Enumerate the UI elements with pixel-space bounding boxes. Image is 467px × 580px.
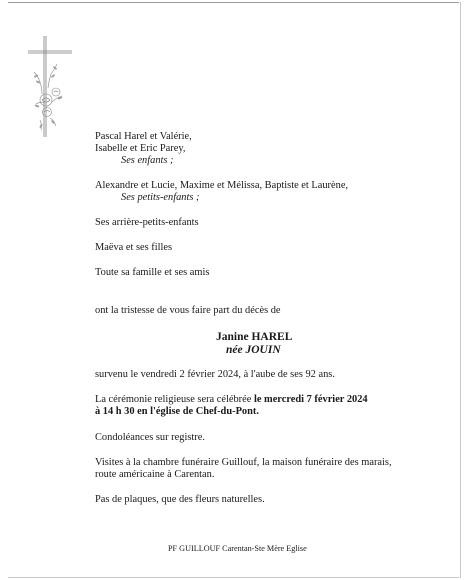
great-grandchildren: Ses arrière-petits-enfants xyxy=(95,217,199,228)
condolences: Condoléances sur registre. xyxy=(95,432,205,443)
deceased-name: Janine HAREL xyxy=(216,331,293,343)
top-border xyxy=(8,2,459,3)
ceremony-intro: La cérémonie religieuse sera célébrée xyxy=(95,394,254,405)
announcement: ont la tristesse de vous faire part du décès de xyxy=(95,305,281,316)
flowers-note: Pas de plaques, que des fleurs naturelles. xyxy=(95,494,265,505)
ceremony-date: le mercredi 7 février 2024 xyxy=(253,394,368,405)
visits-line-2: route américaine à Carentan. xyxy=(95,469,215,480)
visits-line-1: Visites à la chambre funéraire Guillouf, la maison funéraire des marais, xyxy=(95,457,392,468)
grandchildren-names: Alexandre et Lucie, Maxime et Mélissa, Baptiste et Laurène, xyxy=(95,180,349,191)
right-border xyxy=(460,2,461,578)
child-line-2: Isabelle et Eric Parey, xyxy=(95,143,186,154)
child-line-1: Pascal Harel et Valérie, xyxy=(95,131,192,142)
grandchildren-label: Ses petits-enfants ; xyxy=(121,192,200,203)
family-line: Toute sa famille et ses amis xyxy=(95,267,210,278)
ceremony-time-place: à 14 h 30 en l'église de Chef-du-Pont. xyxy=(95,406,259,417)
deceased-maiden-name: née JOUIN xyxy=(226,344,281,356)
ceremony-line-1 xyxy=(95,394,368,406)
bottom-border xyxy=(8,577,459,578)
cross-with-roses-icon xyxy=(26,34,76,139)
children-label: Ses enfants ; xyxy=(121,155,174,166)
death-line: survenu le vendredi 2 février 2024, à l'aube de ses 92 ans. xyxy=(95,369,335,380)
funeral-home-footer: PF GUILLOUF Carentan-Ste Mère Eglise xyxy=(168,544,307,553)
maeva-line: Maëva et ses filles xyxy=(95,242,173,253)
